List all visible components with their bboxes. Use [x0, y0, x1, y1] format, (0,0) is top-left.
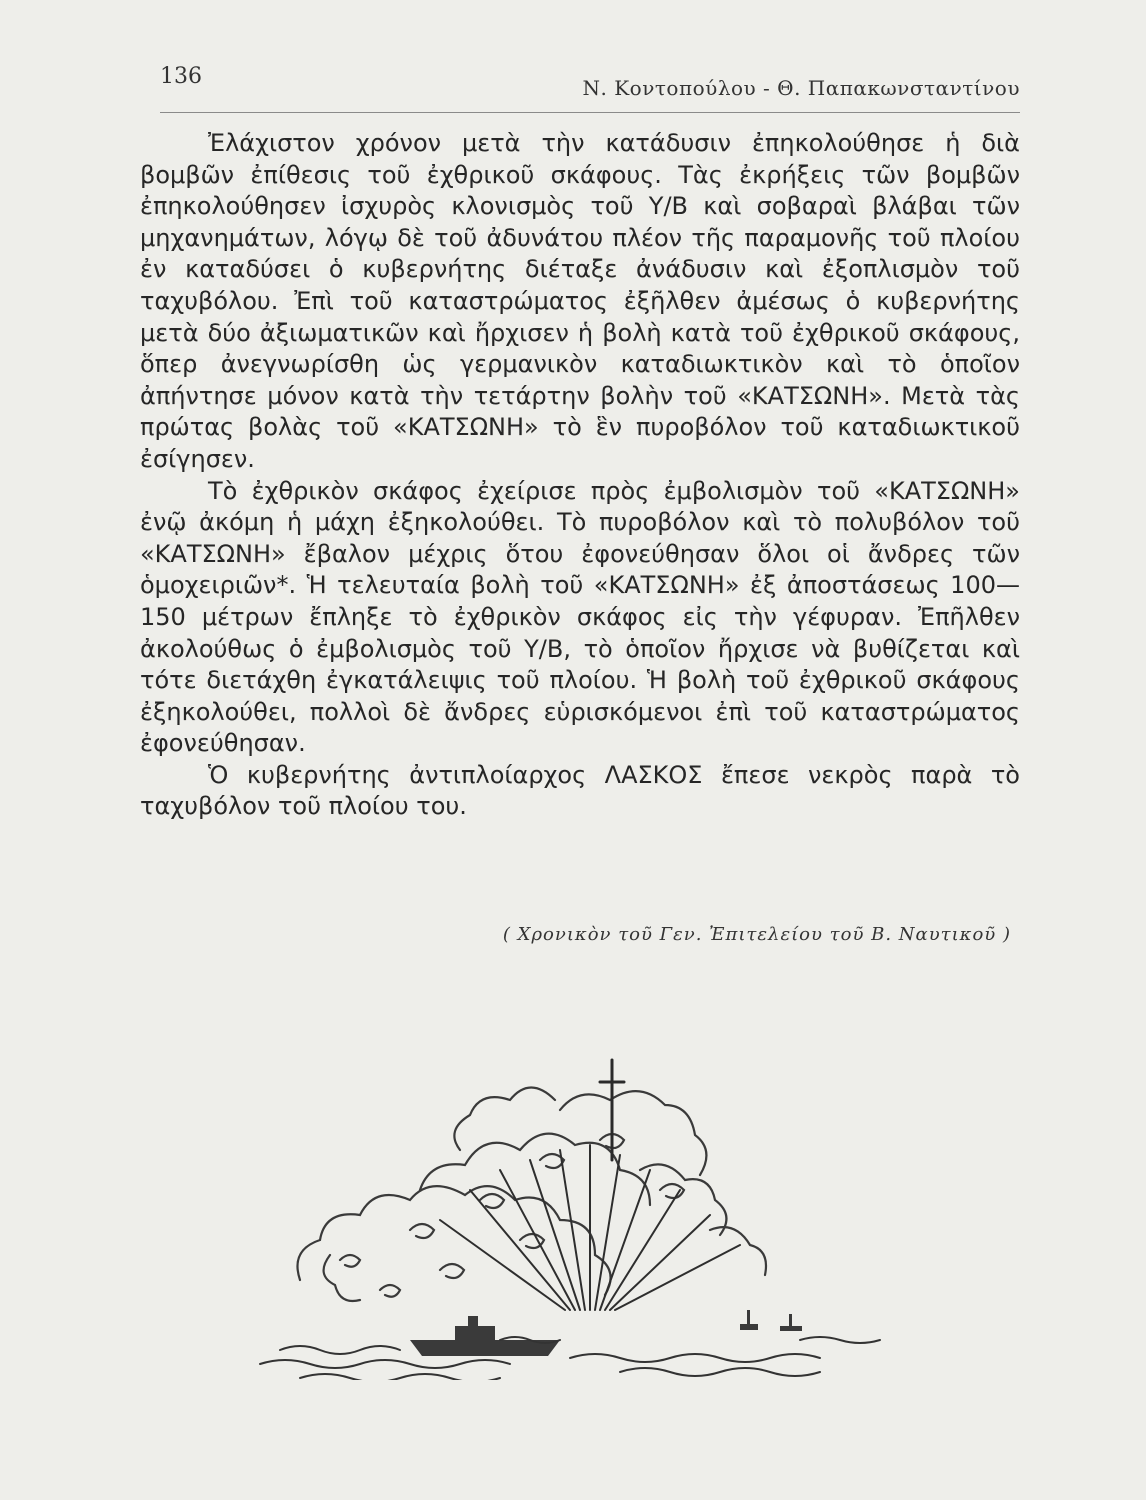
running-head: Ν. Κοντοπούλου - Θ. Παπακωνσταντίνου	[582, 76, 1020, 100]
page-header	[160, 62, 1020, 102]
sea-waves	[260, 1337, 880, 1380]
page-number: 136	[160, 64, 202, 89]
paragraph-2: Τὸ ἐχθρικὸν σκάφος ἐχείρισε πρὸς ἐμβολισμὸν τοῦ «ΚΑΤΣΩΝΗ» ἐνῷ ἀκόμη ἡ μάχη ἐξηκολούθει. Τὸ πυροβόλον καὶ τὸ πολυβόλον τοῦ «ΚΑΤΣΩΝΗ» ἔβαλον μέχρις ὅτου ἐφονεύθησαν ὅλοι οἱ ἄνδρες τῶν ὁμοχειριῶν*. Ἡ τελευταία βολὴ τοῦ «ΚΑΤΣΩΝΗ» ἐξ ἀποστάσεως 100—150 μέτρων ἔπληξε τὸ ἐχθρικὸν σκάφος εἰς τὴν γέφυραν. Ἐπῆλθεν ἀκολούθως ὁ ἐμβολισμὸς τοῦ Υ/Β, τὸ ὁποῖον ἤρχισε νὰ βυθίζεται καὶ τότε διετάχθη ἐγκατάλειψις τοῦ πλοίου. Ἡ βολὴ τοῦ ἐχθρικοῦ σκάφους ἐξηκολούθει, πολλοὶ δὲ ἄνδρες εὑρισκόμενοι ἐπὶ τοῦ καταστρώματος ἐφονεύθησαν.	[140, 476, 1020, 758]
ship-explosion-illustration	[240, 1040, 960, 1380]
header-rule	[160, 112, 1020, 113]
paragraph-1: Ἐλάχιστον χρόνον μετὰ τὴν κατάδυσιν ἐπηκολούθησε ἡ διὰ βομβῶν ἐπίθεσις τοῦ ἐχθρικοῦ σκάφους. Τὰς ἐκρήξεις τῶν βομβῶν ἐπηκολούθησεν ἰσχυρὸς κλονισμὸς τοῦ Υ/Β καὶ σοβαραὶ βλάβαι τῶν μηχανημάτων, λόγῳ δὲ τοῦ ἀδυνάτου πλέον τῆς παραμονῆς τοῦ πλοίου ἐν καταδύσει ὁ κυβερνήτης διέταξε ἀνάδυσιν καὶ ἐξοπλισμὸν τοῦ ταχυβόλου. Ἐπὶ τοῦ καταστρώματος ἐξῆλθεν ἀμέσως ὁ κυβερνήτης μετὰ δύο ἀξιωματικῶν καὶ ἤρχισεν ἡ βολὴ κατὰ τοῦ ἐχθρικοῦ σκάφους, ὅπερ ἀνεγνωρίσθη ὡς γερμανικὸν καταδιωκτικὸν καὶ τὸ ὁποῖον ἀπήντησε μόνον κατὰ τὴν τετάρτην βολὴν τοῦ «ΚΑΤΣΩΝΗ». Μετὰ τὰς πρώτας βολὰς τοῦ «ΚΑΤΣΩΝΗ» τὸ ἓν πυροβόλον τοῦ καταδιωκτικοῦ ἐσίγησεν.	[140, 129, 1020, 473]
paragraph-3: Ὁ κυβερνήτης ἀντιπλοίαρχος ΛΑΣΚΟΣ ἔπεσε νεκρὸς παρὰ τὸ ταχυβόλον τοῦ πλοίου του.	[140, 760, 1020, 821]
body-text	[140, 128, 1020, 823]
source-citation: ( Χρονικὸν τοῦ Γεν. Ἐπιτελείου τοῦ Β. Ναυτικοῦ )	[502, 924, 1011, 945]
ship-silhouette-icon	[410, 1316, 560, 1356]
distant-ships-icon	[740, 1310, 802, 1331]
explosion-rays	[440, 1145, 740, 1310]
